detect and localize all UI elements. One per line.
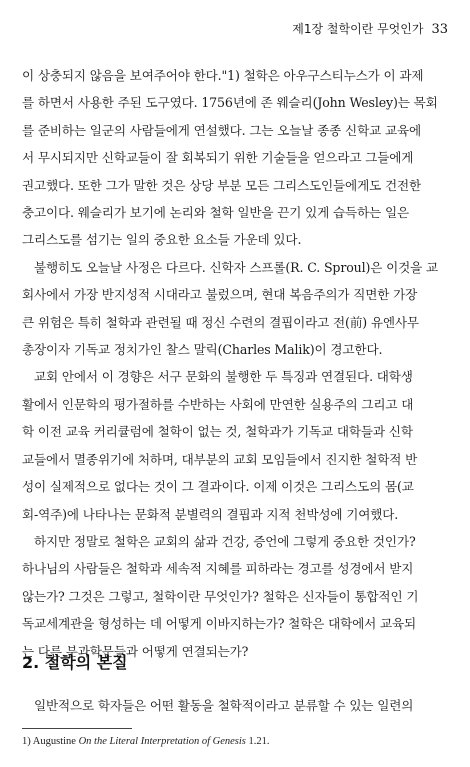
text-line: 권고했다. 또한 그가 말한 것은 상당 부분 모든 그리스도인들에게도 건전한	[22, 177, 421, 193]
text-line: 않는가? 그것은 그렇고, 철학이란 무엇인가? 철학은 신자들이 통합적인 기	[22, 588, 419, 604]
text-line: 일반적으로 학자들은 어떤 활동을 철학적이라고 분류할 수 있는 일련의	[34, 698, 414, 713]
text-line: 활에서 인문학의 평가절하를 수반하는 사회에 만연한 실용주의 그리고 대	[22, 396, 414, 412]
text-line: 교들에서 멸종위기에 처하며, 대부분의 교회 모임들에서 진지한 철학적 반	[22, 451, 418, 467]
chapter-title: 제1장 철학이란 무엇인가	[292, 22, 424, 36]
text-line: 를 하면서 사용한 주된 도구였다. 1756년에 존 웨슬리(John Wesley)는 목회	[22, 95, 438, 111]
text-line: 를 준비하는 일군의 사람들에게 연설했다. 그는 오늘날 종종 신학교 교육에	[22, 122, 421, 138]
text-line: 이 상충되지 않음을 보여주어야 한다."1) 철학은 아우구스티누스가 이 과제	[22, 68, 424, 83]
text-line: 그리스도를 섬기는 일의 중요한 요소들 가운데 있다.	[22, 232, 302, 248]
text-line: 하나님의 사람들은 철학과 세속적 지혜를 피하라는 경고를 성경에서 받지	[22, 561, 414, 577]
footnote	[22, 736, 270, 747]
text-line: 교회 안에서 이 경향은 서구 문화의 불행한 두 특징과 연결된다. 대학생	[34, 369, 413, 385]
section-heading: 2. 철학의 본질	[22, 653, 128, 672]
text-line: 총장이자 기독교 정치가인 찰스 말릭(Charles Malik)이 경고한다.	[22, 342, 383, 358]
footnote-number: 1)	[22, 736, 31, 747]
text-line: 독교세계관을 형성하는 데 어떻게 이바지하는가? 철학은 대학에서 교육되	[22, 616, 417, 632]
text-line: 큰 위험은 특히 철학과 관련될 때 정신 수련의 결핍이라고 전(前) 유엔사무	[22, 314, 419, 330]
text-line: 회사에서 가장 반지성적 시대라고 불렀으며, 현대 복음주의가 직면한 가장	[22, 287, 418, 303]
text-line: 서 무시되지만 신학교들이 잘 회복되기 위한 기술들을 얻으라고 그들에게	[22, 150, 414, 166]
text-line: 학 이전 교육 커리큘럼에 철학이 없는 것, 철학과가 기독교 대학들과 신학	[22, 424, 413, 440]
text-line: 성이 실제적으로 없다는 것이 그 결과이다. 이제 이것은 그리스도의 몸(교	[22, 479, 414, 495]
running-header	[292, 20, 448, 37]
body-text-continued	[22, 692, 450, 719]
page-number: 33	[431, 22, 448, 37]
body-text	[22, 62, 450, 665]
text-line: 는 다른 분과학문들과 어떻게 연결되는가?	[22, 643, 249, 659]
text-line: 회-역주)에 나타나는 문화적 분별력의 결핍과 지적 천박성에 기여했다.	[22, 506, 399, 522]
text-line: 하지만 정말로 철학은 교회의 삶과 건강, 증언에 그렇게 중요한 것인가?	[34, 533, 416, 549]
footnote-author: Augustine	[32, 736, 76, 747]
text-line: 불행히도 오늘날 사정은 다르다. 신학자 스프롤(R. C. Sproul)은 이것을 교	[34, 259, 439, 275]
footnote-title: On the Literal Interpretation of Genesis	[78, 736, 246, 747]
footnote-divider	[22, 728, 132, 729]
text-line: 충고이다. 웨슬리가 보기에 논리와 철학 일반을 끈기 있게 습득하는 일은	[22, 205, 409, 221]
footnote-ref: 1.21.	[248, 736, 270, 747]
